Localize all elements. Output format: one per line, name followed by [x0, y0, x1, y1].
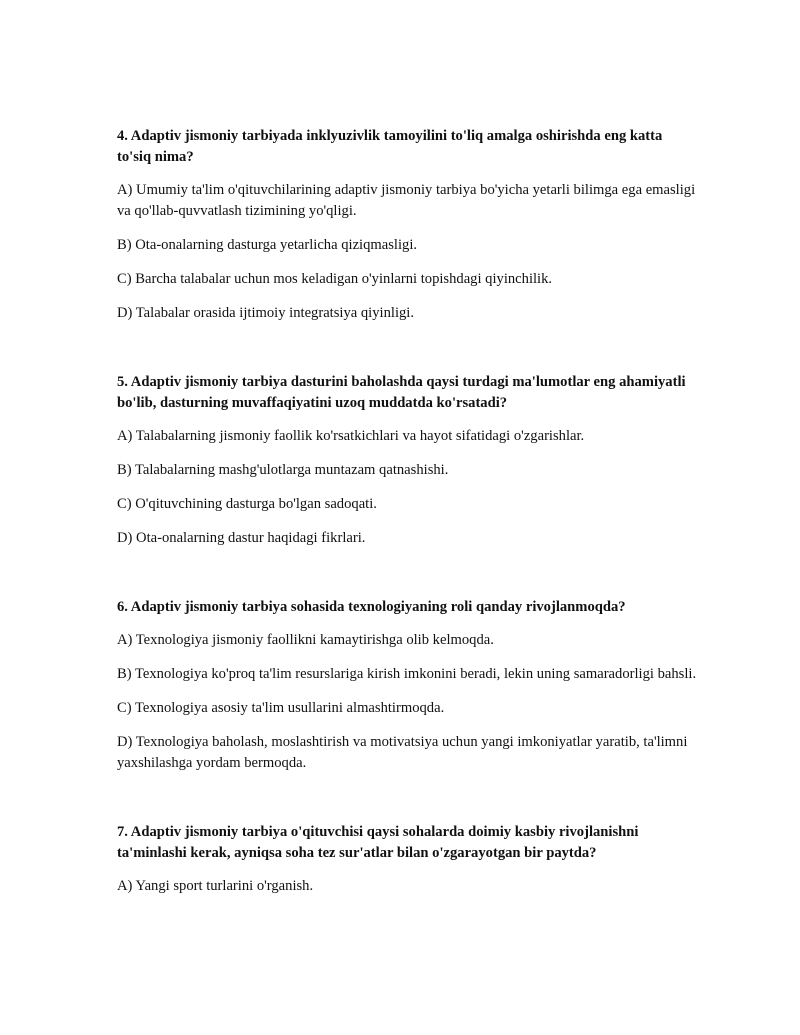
question-title: 7. Adaptiv jismoniy tarbiya o'qituvchisi qaysi sohalarda doimiy kasbiy rivojlanishni ta'minlashi kerak, ayniqsa soha tez sur'atlar bilan o'zgarayotgan bir paytda?	[117, 824, 639, 861]
question-block-7	[117, 822, 697, 897]
document-content	[117, 126, 697, 910]
answer-option-c: C) Texnologiya asosiy ta'lim usullarini almashtirmoqda.	[117, 700, 445, 716]
answer-option-c: C) O'qituvchining dasturga bo'lgan sadoqati.	[117, 496, 377, 512]
answer-option-b: B) Talabalarning mashg'ulotlarga muntazam qatnashishi.	[117, 462, 449, 478]
answer-option-a: A) Umumiy ta'lim o'qituvchilarining adaptiv jismoniy tarbiya bo'yicha yetarli bilimga ega emasligi va qo'llab-quvvatlash tizimining yo'qligi.	[117, 182, 696, 219]
answer-option-a: A) Talabalarning jismoniy faollik ko'rsatkichlari va hayot sifatidagi o'zgarishlar.	[117, 428, 585, 444]
answer-option-d: D) Texnologiya baholash, moslashtirish va motivatsiya uchun yangi imkoniyatlar yaratib, ta'limni yaxshilashga yordam bermoqda.	[117, 734, 688, 771]
answer-option-a: A) Texnologiya jismoniy faollikni kamaytirishga olib kelmoqda.	[117, 632, 494, 648]
answer-option-d: D) Ota-onalarning dastur haqidagi fikrlari.	[117, 530, 366, 546]
answer-option-a: A) Yangi sport turlarini o'rganish.	[117, 878, 314, 894]
question-block-4	[117, 126, 697, 324]
answer-option-b: B) Ota-onalarning dasturga yetarlicha qiziqmasligi.	[117, 237, 418, 253]
answer-option-b: B) Texnologiya ko'proq ta'lim resurslariga kirish imkonini beradi, lekin uning samaradorligi bahsli.	[117, 666, 697, 682]
answer-option-d: D) Talabalar orasida ijtimoiy integratsiya qiyinligi.	[117, 305, 414, 321]
answer-option-c: C) Barcha talabalar uchun mos keladigan o'yinlarni topishdagi qiyinchilik.	[117, 271, 553, 287]
question-title: 4. Adaptiv jismoniy tarbiyada inklyuzivlik tamoyilini to'liq amalga oshirishda eng katta to'siq nima?	[117, 128, 663, 165]
question-block-6	[117, 597, 697, 774]
question-block-5	[117, 372, 697, 549]
question-title: 5. Adaptiv jismoniy tarbiya dasturini baholashda qaysi turdagi ma'lumotlar eng ahamiyatli bo'lib, dasturning muvaffaqiyatini uzoq muddatda ko'rsatadi?	[117, 374, 686, 411]
question-title: 6. Adaptiv jismoniy tarbiya sohasida texnologiyaning roli qanday rivojlanmoqda?	[117, 599, 626, 615]
